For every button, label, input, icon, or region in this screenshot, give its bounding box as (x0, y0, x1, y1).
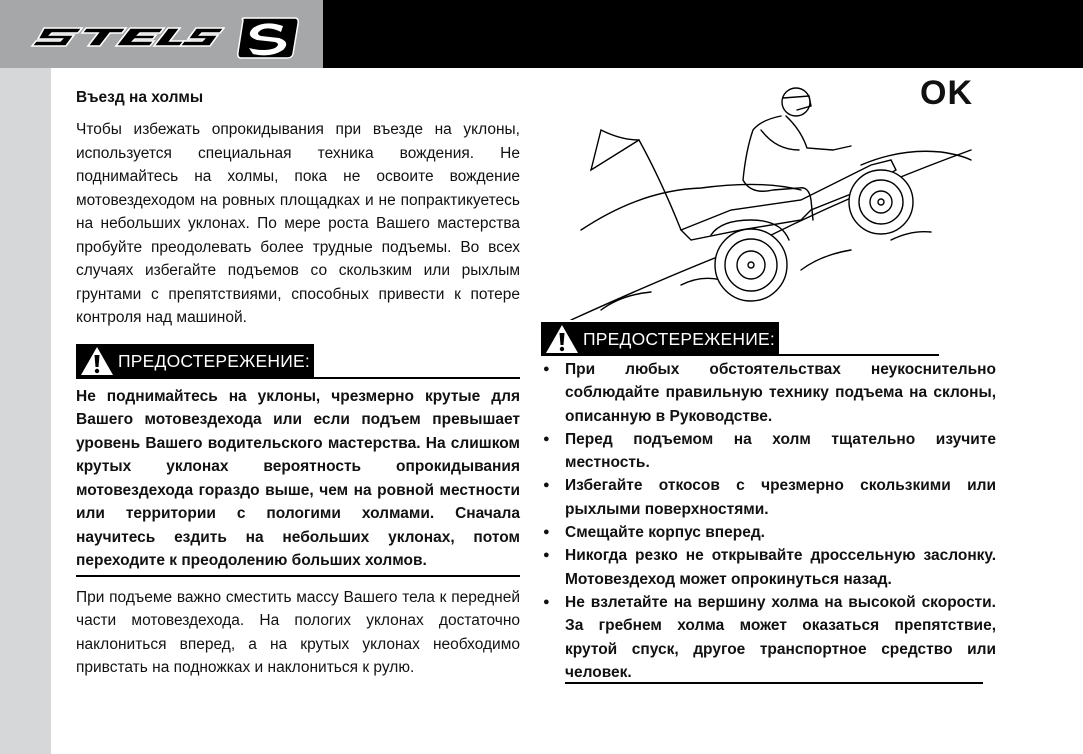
section-title: Въезд на холмы (76, 89, 204, 106)
right-column (541, 70, 996, 684)
stels-logo-icon (30, 26, 225, 48)
bullet-item: ● Не взлетайте на вершину холма на высокой скорости. За гребнем холма может оказаться препятствие, крутой спуск, другое транспортное средство или человек. (541, 591, 996, 684)
left-column (76, 86, 520, 680)
warning-text: Не поднимайтесь на уклоны, чрезмерно крутые для Вашего мотовездехода или если подъем превышает уровень Вашего водительского мастерства. На слишком крутых уклонах вероятность опрокидывания мотовездехода гораздо выше, чем на ровной местности или территории с пологими холмами. Сначала научитесь ездить на небольших уклонах, потом переходите к преодолению больших холмов. (76, 385, 520, 577)
warning-rule (314, 377, 520, 379)
warning-bullet-list (541, 358, 996, 684)
bullet-item: ● Смещайте корпус вперед. (541, 521, 996, 544)
warning-label-box-right (541, 322, 779, 356)
stels-s-badge-icon (235, 16, 301, 60)
intro-paragraph: Чтобы избежать опрокидывания при въезде на уклоны, используется специальная техника вождения. Не поднимайтесь на холмы, пока не освоите вождение мотовездеходом на ровных площадках и не попрактикуетесь на небольших уклонах. По мере роста Вашего мастерства пробуйте преодолевать более трудные подъемы. Во всех случаях избегайте подъемов со скользким или рыхлым грунтами с препятствиями, способных привести к потере контроля над машиной. (76, 121, 520, 326)
warning-header-right (541, 322, 996, 356)
atv-illustration (561, 70, 981, 320)
bullet-item: ● Избегайте откосов с чрезмерно скользкими или рыхлыми поверхностями. (541, 474, 996, 521)
body-paragraph: При подъеме важно сместить массу Вашего тела к передней части мотовездехода. На пологих уклонах достаточно наклониться вперед, а на крутых уклонах необходимо привстать на подножках и наклониться к рулю. (76, 588, 520, 676)
warning-label-text: ПРЕДОСТЕРЕЖЕНИЕ: (118, 350, 310, 371)
warning-label-text: ПРЕДОСТЕРЕЖЕНИЕ: (583, 328, 775, 349)
warning-label-box (76, 344, 314, 379)
bullet-item: ● Перед подъемом на холм тщательно изучите местность. (541, 428, 996, 475)
bullet-item: ● Никогда резко не открывайте дроссельную заслонку. Мотовездеход может опрокинуться назад. (541, 544, 996, 591)
warning-rule (779, 354, 939, 356)
ok-label: OK (920, 74, 973, 112)
bullet-item: ● При любых обстоятельствах неукоснительно соблюдайте правильную технику подъема на склоны, описанную в Руководстве. (541, 358, 996, 428)
page-sidebar-strip (0, 68, 51, 754)
brand-panel (0, 0, 323, 68)
warning-header (76, 344, 520, 379)
warning-triangle-icon (545, 324, 579, 354)
atv-rider-hill-icon (561, 70, 981, 320)
warning-triangle-icon (80, 346, 114, 376)
page-header (0, 0, 1083, 68)
